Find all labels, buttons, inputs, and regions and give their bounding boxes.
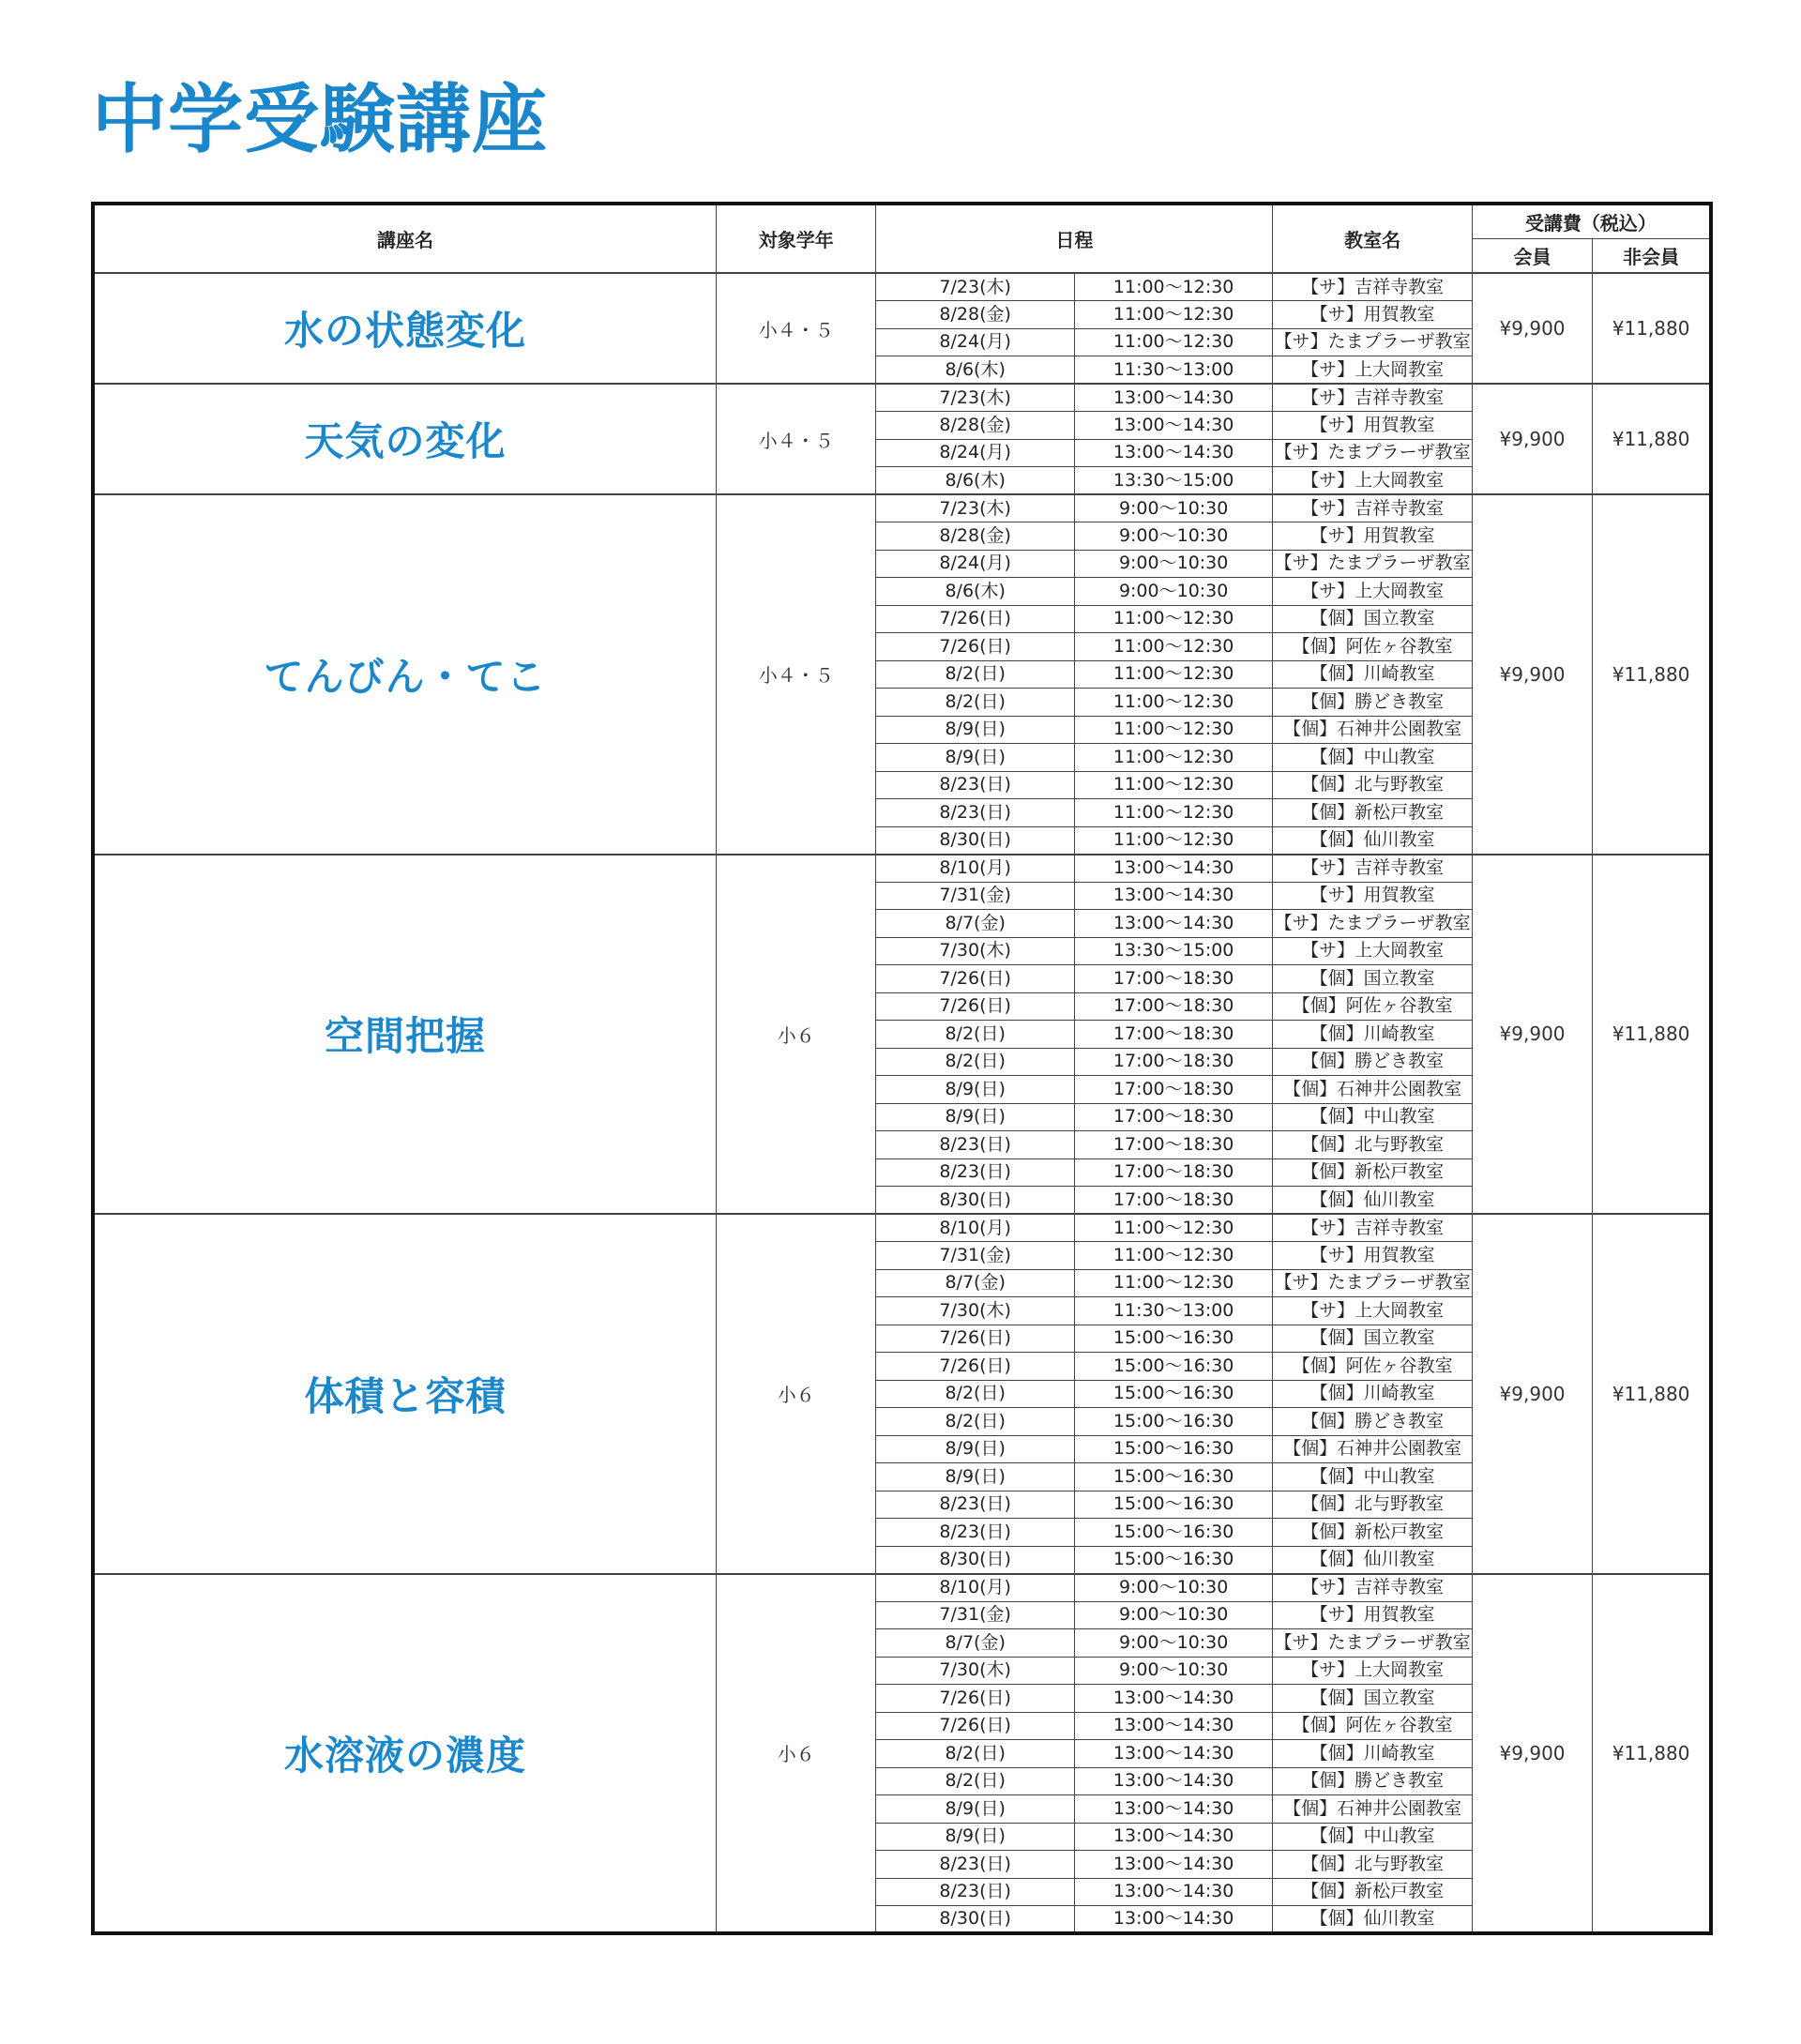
session-classroom: 【サ】たまプラーザ教室: [1273, 1629, 1472, 1658]
session-date: 8/9(日): [876, 1463, 1074, 1491]
session-time: 11:00～12:30: [1074, 716, 1272, 744]
session-time: 9:00～10:30: [1074, 1574, 1272, 1602]
session-date: 8/24(月): [876, 550, 1074, 578]
session-time: 13:30～15:00: [1074, 937, 1272, 965]
course-name: 水の状態変化: [93, 273, 717, 384]
session-date: 8/2(日): [876, 689, 1074, 717]
session-classroom: 【個】中山教室: [1273, 1823, 1472, 1851]
session-time: 13:00～14:30: [1074, 412, 1272, 440]
session-classroom: 【個】新松戸教室: [1273, 799, 1472, 827]
session-date: 7/23(木): [876, 384, 1074, 412]
session-classroom: 【個】阿佐ヶ谷教室: [1273, 992, 1472, 1021]
session-classroom: 【個】川崎教室: [1273, 1380, 1472, 1408]
session-time: 9:00～10:30: [1074, 578, 1272, 606]
session-date: 8/10(月): [876, 1574, 1074, 1602]
course-name: 水溶液の濃度: [93, 1574, 717, 1934]
session-date: 8/9(日): [876, 1103, 1074, 1131]
session-date: 8/7(金): [876, 1269, 1074, 1297]
course-grade: 小６: [717, 855, 876, 1215]
table-header: [93, 204, 1711, 273]
session-classroom: 【個】勝どき教室: [1273, 689, 1472, 717]
session-classroom: 【個】中山教室: [1273, 1463, 1472, 1491]
session-classroom: 【個】国立教室: [1273, 1685, 1472, 1713]
session-time: 17:00～18:30: [1074, 1048, 1272, 1076]
session-time: 13:00～14:30: [1074, 1795, 1272, 1824]
session-date: 7/26(日): [876, 1712, 1074, 1740]
nonmember-fee: ¥11,880: [1593, 1214, 1711, 1574]
member-fee: ¥9,900: [1472, 855, 1592, 1215]
course-name: 天気の変化: [93, 384, 717, 494]
session-classroom: 【サ】吉祥寺教室: [1273, 384, 1472, 412]
session-time: 11:00～12:30: [1074, 1269, 1272, 1297]
session-classroom: 【個】国立教室: [1273, 965, 1472, 993]
session-classroom: 【個】川崎教室: [1273, 1021, 1472, 1049]
session-date: 8/2(日): [876, 1408, 1074, 1436]
session-classroom: 【個】勝どき教室: [1273, 1767, 1472, 1795]
course-grade: 小４・５: [717, 494, 876, 855]
session-date: 8/10(月): [876, 855, 1074, 883]
session-date: 7/26(日): [876, 1353, 1074, 1381]
header-nonmember-fee: 非会員: [1593, 238, 1711, 273]
session-time: 15:00～16:30: [1074, 1380, 1272, 1408]
session-date: 8/30(日): [876, 1187, 1074, 1215]
session-time: 9:00～10:30: [1074, 1629, 1272, 1658]
session-row: [93, 1214, 1711, 1242]
nonmember-fee: ¥11,880: [1593, 855, 1711, 1215]
course-grade: 小６: [717, 1214, 876, 1574]
session-date: 8/23(日): [876, 1851, 1074, 1879]
session-time: 17:00～18:30: [1074, 1076, 1272, 1104]
member-fee: ¥9,900: [1472, 1574, 1592, 1934]
session-date: 7/23(木): [876, 494, 1074, 522]
session-date: 8/28(金): [876, 412, 1074, 440]
session-time: 13:00～14:30: [1074, 1740, 1272, 1768]
session-time: 11:00～12:30: [1074, 799, 1272, 827]
session-date: 7/31(金): [876, 1601, 1074, 1629]
session-time: 17:00～18:30: [1074, 992, 1272, 1021]
session-time: 13:00～14:30: [1074, 1712, 1272, 1740]
header-fee: 受講費（税込）: [1472, 204, 1711, 238]
session-time: 13:00～14:30: [1074, 1823, 1272, 1851]
session-row: [93, 855, 1711, 883]
session-classroom: 【個】阿佐ヶ谷教室: [1273, 1712, 1472, 1740]
session-classroom: 【サ】吉祥寺教室: [1273, 494, 1472, 522]
session-time: 11:00～12:30: [1074, 605, 1272, 633]
session-date: 8/6(木): [876, 356, 1074, 385]
session-date: 8/2(日): [876, 1740, 1074, 1768]
session-time: 11:00～12:30: [1074, 660, 1272, 689]
session-date: 7/26(日): [876, 1685, 1074, 1713]
session-date: 7/30(木): [876, 1657, 1074, 1685]
session-time: 15:00～16:30: [1074, 1546, 1272, 1574]
session-time: 11:00～12:30: [1074, 273, 1272, 301]
session-classroom: 【サ】上大岡教室: [1273, 467, 1472, 495]
session-date: 8/9(日): [876, 1795, 1074, 1824]
session-date: 8/23(日): [876, 771, 1074, 799]
session-classroom: 【個】国立教室: [1273, 1325, 1472, 1353]
session-time: 9:00～10:30: [1074, 494, 1272, 522]
session-date: 8/30(日): [876, 1906, 1074, 1934]
session-classroom: 【個】川崎教室: [1273, 660, 1472, 689]
header-grade: 対象学年: [717, 204, 876, 273]
session-classroom: 【サ】用賀教室: [1273, 522, 1472, 551]
session-classroom: 【サ】上大岡教室: [1273, 578, 1472, 606]
session-classroom: 【個】石神井公園教室: [1273, 1076, 1472, 1104]
session-classroom: 【サ】吉祥寺教室: [1273, 1214, 1472, 1242]
course-name: 体積と容積: [93, 1214, 717, 1574]
session-classroom: 【個】中山教室: [1273, 1103, 1472, 1131]
session-classroom: 【個】石神井公園教室: [1273, 1435, 1472, 1463]
session-date: 8/28(金): [876, 522, 1074, 551]
member-fee: ¥9,900: [1472, 494, 1592, 855]
session-classroom: 【個】新松戸教室: [1273, 1519, 1472, 1547]
session-classroom: 【サ】上大岡教室: [1273, 356, 1472, 385]
session-time: 13:00～14:30: [1074, 439, 1272, 467]
session-classroom: 【サ】吉祥寺教室: [1273, 1574, 1472, 1602]
session-time: 11:00～12:30: [1074, 328, 1272, 356]
session-date: 8/2(日): [876, 1380, 1074, 1408]
session-classroom: 【サ】用賀教室: [1273, 412, 1472, 440]
member-fee: ¥9,900: [1472, 384, 1592, 494]
session-time: 13:00～14:30: [1074, 882, 1272, 910]
session-row: [93, 1574, 1711, 1602]
session-date: 7/23(木): [876, 273, 1074, 301]
session-date: 8/23(日): [876, 799, 1074, 827]
session-time: 13:30～15:00: [1074, 467, 1272, 495]
header-classroom: 教室名: [1273, 204, 1472, 273]
nonmember-fee: ¥11,880: [1593, 1574, 1711, 1934]
session-time: 17:00～18:30: [1074, 1131, 1272, 1159]
session-time: 13:00～14:30: [1074, 1685, 1272, 1713]
session-time: 15:00～16:30: [1074, 1491, 1272, 1519]
session-date: 8/28(金): [876, 301, 1074, 329]
session-date: 7/31(金): [876, 882, 1074, 910]
session-time: 13:00～14:30: [1074, 1851, 1272, 1879]
session-time: 9:00～10:30: [1074, 522, 1272, 551]
session-time: 11:00～12:30: [1074, 633, 1272, 661]
header-member-fee: 会員: [1472, 238, 1592, 273]
session-time: 13:00～14:30: [1074, 1906, 1272, 1934]
session-classroom: 【個】新松戸教室: [1273, 1878, 1472, 1906]
session-date: 7/30(木): [876, 1297, 1074, 1325]
session-time: 17:00～18:30: [1074, 1187, 1272, 1215]
session-classroom: 【サ】たまプラーザ教室: [1273, 910, 1472, 938]
course-grade: 小４・５: [717, 384, 876, 494]
session-time: 15:00～16:30: [1074, 1408, 1272, 1436]
session-time: 9:00～10:30: [1074, 1601, 1272, 1629]
nonmember-fee: ¥11,880: [1593, 494, 1711, 855]
session-date: 8/24(月): [876, 328, 1074, 356]
session-date: 8/23(日): [876, 1491, 1074, 1519]
course-grade: 小６: [717, 1574, 876, 1934]
session-date: 8/2(日): [876, 1767, 1074, 1795]
session-date: 8/2(日): [876, 1048, 1074, 1076]
session-time: 17:00～18:30: [1074, 1158, 1272, 1187]
member-fee: ¥9,900: [1472, 273, 1592, 384]
table-body: [93, 273, 1711, 1933]
session-classroom: 【サ】用賀教室: [1273, 1601, 1472, 1629]
session-date: 8/10(月): [876, 1214, 1074, 1242]
session-date: 8/9(日): [876, 744, 1074, 772]
session-classroom: 【サ】用賀教室: [1273, 1242, 1472, 1270]
session-date: 8/9(日): [876, 1823, 1074, 1851]
session-date: 8/2(日): [876, 660, 1074, 689]
session-date: 8/6(木): [876, 467, 1074, 495]
session-date: 7/26(日): [876, 605, 1074, 633]
session-classroom: 【サ】たまプラーザ教室: [1273, 1269, 1472, 1297]
session-date: 8/23(日): [876, 1131, 1074, 1159]
session-classroom: 【個】北与野教室: [1273, 771, 1472, 799]
session-classroom: 【個】勝どき教室: [1273, 1408, 1472, 1436]
session-time: 15:00～16:30: [1074, 1435, 1272, 1463]
session-time: 17:00～18:30: [1074, 1021, 1272, 1049]
session-classroom: 【サ】たまプラーザ教室: [1273, 439, 1472, 467]
session-time: 13:00～14:30: [1074, 855, 1272, 883]
session-classroom: 【個】阿佐ヶ谷教室: [1273, 1353, 1472, 1381]
session-date: 8/23(日): [876, 1158, 1074, 1187]
session-date: 8/6(木): [876, 578, 1074, 606]
session-time: 15:00～16:30: [1074, 1463, 1272, 1491]
session-time: 13:00～14:30: [1074, 1767, 1272, 1795]
session-classroom: 【個】勝どき教室: [1273, 1048, 1472, 1076]
session-classroom: 【サ】用賀教室: [1273, 882, 1472, 910]
session-classroom: 【個】新松戸教室: [1273, 1158, 1472, 1187]
session-date: 8/2(日): [876, 1021, 1074, 1049]
nonmember-fee: ¥11,880: [1593, 384, 1711, 494]
session-date: 8/23(日): [876, 1519, 1074, 1547]
session-date: 7/30(木): [876, 937, 1074, 965]
session-classroom: 【サ】上大岡教室: [1273, 1657, 1472, 1685]
session-classroom: 【サ】用賀教室: [1273, 301, 1472, 329]
session-classroom: 【サ】たまプラーザ教室: [1273, 550, 1472, 578]
session-classroom: 【サ】たまプラーザ教室: [1273, 328, 1472, 356]
session-date: 8/7(金): [876, 910, 1074, 938]
session-time: 9:00～10:30: [1074, 550, 1272, 578]
session-time: 11:00～12:30: [1074, 1242, 1272, 1270]
session-row: [93, 273, 1711, 301]
course-schedule-table: [91, 202, 1713, 1935]
session-time: 11:30～13:00: [1074, 356, 1272, 385]
member-fee: ¥9,900: [1472, 1214, 1592, 1574]
session-date: 7/26(日): [876, 992, 1074, 1021]
session-time: 11:00～12:30: [1074, 1214, 1272, 1242]
session-classroom: 【個】国立教室: [1273, 605, 1472, 633]
session-classroom: 【個】仙川教室: [1273, 826, 1472, 855]
session-date: 8/9(日): [876, 1076, 1074, 1104]
session-row: [93, 494, 1711, 522]
session-classroom: 【個】仙川教室: [1273, 1546, 1472, 1574]
session-time: 11:00～12:30: [1074, 689, 1272, 717]
session-date: 8/9(日): [876, 716, 1074, 744]
session-time: 15:00～16:30: [1074, 1519, 1272, 1547]
session-date: 8/30(日): [876, 826, 1074, 855]
session-time: 17:00～18:30: [1074, 965, 1272, 993]
course-grade: 小４・５: [717, 273, 876, 384]
session-time: 13:00～14:30: [1074, 1878, 1272, 1906]
session-classroom: 【個】中山教室: [1273, 744, 1472, 772]
session-classroom: 【個】北与野教室: [1273, 1131, 1472, 1159]
session-time: 13:00～14:30: [1074, 910, 1272, 938]
session-classroom: 【サ】吉祥寺教室: [1273, 273, 1472, 301]
session-time: 11:00～12:30: [1074, 826, 1272, 855]
session-date: 8/24(月): [876, 439, 1074, 467]
session-classroom: 【個】川崎教室: [1273, 1740, 1472, 1768]
session-time: 13:00～14:30: [1074, 384, 1272, 412]
session-date: 7/26(日): [876, 965, 1074, 993]
page-title: 中学受験講座: [92, 76, 548, 163]
session-classroom: 【個】仙川教室: [1273, 1906, 1472, 1934]
course-name: 空間把握: [93, 855, 717, 1215]
session-date: 7/31(金): [876, 1242, 1074, 1270]
session-time: 11:00～12:30: [1074, 744, 1272, 772]
session-date: 7/26(日): [876, 633, 1074, 661]
session-date: 8/30(日): [876, 1546, 1074, 1574]
session-row: [93, 384, 1711, 412]
session-classroom: 【個】石神井公園教室: [1273, 716, 1472, 744]
session-time: 11:00～12:30: [1074, 771, 1272, 799]
session-classroom: 【個】北与野教室: [1273, 1491, 1472, 1519]
session-time: 15:00～16:30: [1074, 1353, 1272, 1381]
session-date: 7/26(日): [876, 1325, 1074, 1353]
session-classroom: 【個】石神井公園教室: [1273, 1795, 1472, 1824]
session-date: 8/7(金): [876, 1629, 1074, 1658]
session-classroom: 【サ】上大岡教室: [1273, 1297, 1472, 1325]
session-time: 17:00～18:30: [1074, 1103, 1272, 1131]
session-classroom: 【サ】吉祥寺教室: [1273, 855, 1472, 883]
session-time: 15:00～16:30: [1074, 1325, 1272, 1353]
session-classroom: 【個】北与野教室: [1273, 1851, 1472, 1879]
session-time: 9:00～10:30: [1074, 1657, 1272, 1685]
session-date: 8/9(日): [876, 1435, 1074, 1463]
course-name: てんびん・てこ: [93, 494, 717, 855]
session-classroom: 【個】阿佐ヶ谷教室: [1273, 633, 1472, 661]
session-classroom: 【サ】上大岡教室: [1273, 937, 1472, 965]
header-course: 講座名: [93, 204, 717, 273]
session-time: 11:30～13:00: [1074, 1297, 1272, 1325]
header-schedule: 日程: [876, 204, 1273, 273]
session-date: 8/23(日): [876, 1878, 1074, 1906]
nonmember-fee: ¥11,880: [1593, 273, 1711, 384]
session-time: 11:00～12:30: [1074, 301, 1272, 329]
session-classroom: 【個】仙川教室: [1273, 1187, 1472, 1215]
